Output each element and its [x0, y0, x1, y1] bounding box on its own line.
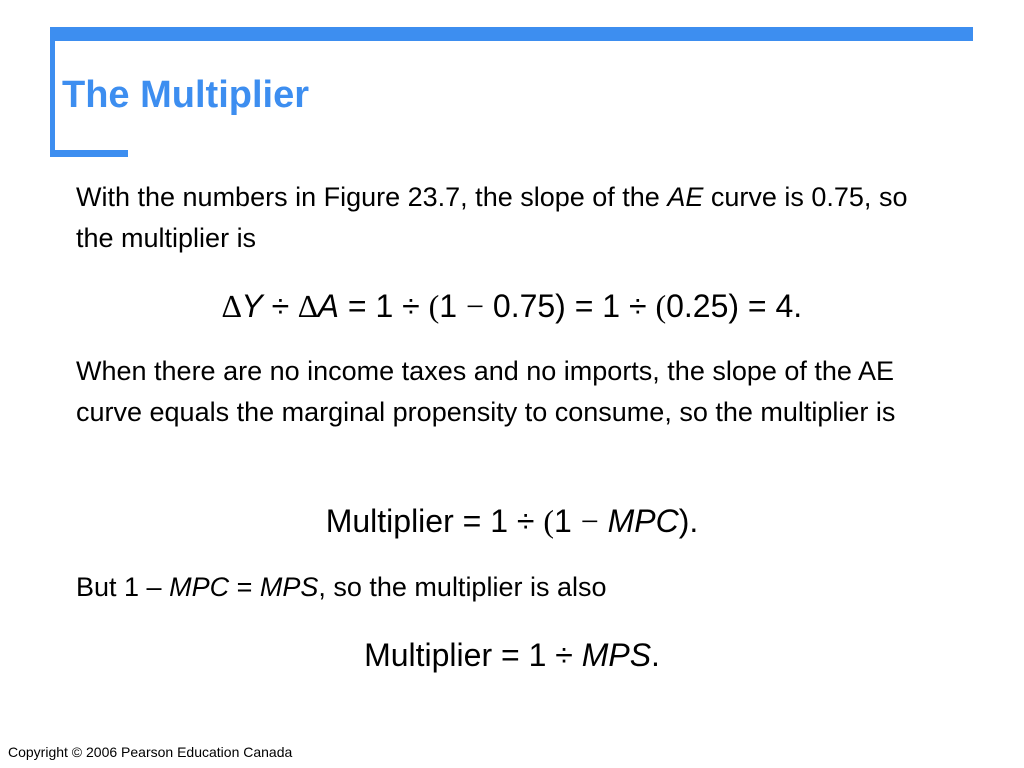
- paragraph-text: But 1 –: [76, 572, 170, 602]
- delta-symbol: ∆: [298, 288, 318, 324]
- paragraph-figure-slope: [76, 177, 936, 259]
- mpc-term: MPC: [598, 503, 679, 539]
- equation-text: Multiplier = 1 ÷: [325, 503, 544, 539]
- paragraph-mps: [76, 567, 936, 608]
- copyright-notice: Copyright © 2006 Pearson Education Canada: [8, 744, 293, 760]
- mps-term: MPS: [259, 572, 319, 602]
- divide-sign: ÷: [262, 288, 299, 324]
- delta-symbol: ∆: [221, 288, 242, 324]
- equation-text: .: [651, 637, 660, 673]
- equation-multiplier-mps: [0, 635, 1024, 675]
- minus-sign: −: [465, 288, 484, 324]
- equation-text: 1: [439, 288, 466, 324]
- left-paren: (: [428, 288, 440, 324]
- equation-text: Multiplier = 1 ÷: [364, 637, 582, 673]
- variable-a: A: [317, 288, 339, 324]
- variable-y: Y: [241, 288, 263, 324]
- paragraph-no-taxes: When there are no income taxes and no imports, the slope of the AE curve equals the marginal propensity to consume, so the multiplier is: [76, 356, 896, 427]
- title-accent-bar-top: [50, 27, 973, 41]
- paragraph-text: curve is 0.75, so the multiplier is: [76, 182, 908, 253]
- equation-text: ).: [678, 503, 699, 539]
- equation-multiplier-mpc: [0, 501, 1024, 541]
- paragraph-text: =: [229, 572, 260, 602]
- minus-sign: −: [580, 503, 599, 539]
- equation-text: 1: [554, 503, 581, 539]
- ae-term: AE: [667, 182, 704, 212]
- equation-text: 0.75) = 1 ÷: [484, 288, 656, 324]
- title-accent-bar-bottom: [50, 150, 128, 157]
- left-paren: (: [655, 288, 667, 324]
- slide-title: The Multiplier: [62, 74, 309, 116]
- equation-text: 0.25) = 4.: [666, 288, 803, 324]
- equation-text: = 1 ÷: [339, 288, 429, 324]
- mps-term: MPS: [581, 637, 652, 673]
- title-accent-bar-left: [50, 27, 55, 157]
- mpc-term: MPC: [169, 572, 230, 602]
- left-paren: (: [543, 503, 554, 539]
- paragraph-text: With the numbers in Figure 23.7, the slope of the: [76, 182, 668, 212]
- equation-multiplier-numeric: [0, 286, 1024, 326]
- paragraph-text: , so the multiplier is also: [318, 572, 607, 602]
